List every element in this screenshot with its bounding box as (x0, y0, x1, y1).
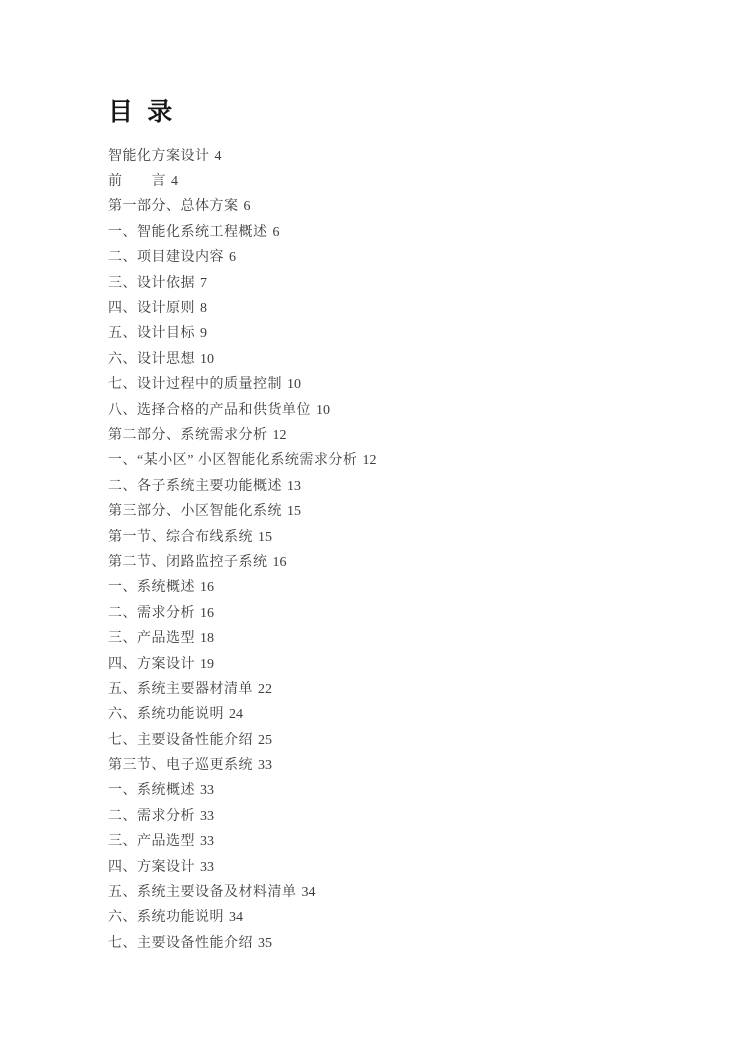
toc-entry-label: 四、方案设计 (108, 656, 195, 672)
toc-entry[interactable] (108, 347, 688, 372)
toc-entry-label: 四、方案设计 (108, 859, 195, 875)
toc-entry-page: 34 (301, 885, 316, 901)
toc-entry[interactable] (108, 703, 688, 728)
toc-entry[interactable] (108, 880, 688, 905)
toc-entry-page: 12 (362, 453, 377, 469)
toc-entry[interactable] (108, 525, 688, 550)
toc-entry[interactable] (108, 271, 688, 296)
toc-entry-page: 25 (258, 732, 272, 748)
toc-entry-page: 33 (200, 808, 214, 824)
toc-entry-label: 六、设计思想 (108, 351, 195, 367)
toc-entry[interactable] (108, 550, 688, 575)
toc-entry-page: 16 (200, 605, 214, 621)
toc-entry-page: 24 (229, 707, 243, 723)
toc-entry-label: 一、“某小区” 小区智能化系统需求分析 (108, 453, 358, 469)
toc-entry-label: 七、主要设备性能介绍 (108, 935, 253, 951)
toc-entry-label: 前 言 (108, 174, 166, 190)
toc-entry-page: 33 (200, 783, 214, 799)
toc-entry[interactable] (108, 322, 688, 347)
toc-entry-label: 二、项目建设内容 (108, 250, 224, 266)
toc-entry-label: 七、设计过程中的质量控制 (108, 377, 282, 393)
toc-entry[interactable] (108, 626, 688, 651)
toc-entry[interactable] (108, 728, 688, 753)
toc-entry[interactable] (108, 576, 688, 601)
toc-entry-page: 9 (200, 326, 207, 342)
toc-entry-label: 第三部分、小区智能化系统 (108, 504, 282, 520)
toc-entry-page: 12 (272, 427, 287, 443)
toc-entry-page: 19 (200, 656, 214, 672)
toc-entry-label: 一、智能化系统工程概述 (108, 224, 268, 240)
toc-entry-page: 8 (200, 301, 207, 317)
toc-entry-page: 6 (229, 250, 236, 266)
toc-entry-label: 三、产品选型 (108, 631, 195, 647)
toc-entry-page: 22 (258, 681, 272, 697)
toc-entry-page: 18 (200, 631, 214, 647)
toc-entry[interactable] (108, 804, 688, 829)
toc-entry-label: 五、系统主要器材清单 (108, 681, 253, 697)
toc-entry[interactable] (108, 423, 688, 448)
toc-entry-page: 33 (200, 834, 214, 850)
toc-entry-label: 五、设计目标 (108, 326, 195, 342)
toc-entry-page: 6 (243, 199, 251, 215)
toc-entry-page: 15 (258, 529, 272, 545)
toc-entry-page: 13 (287, 478, 301, 494)
toc-entry-page: 16 (200, 580, 214, 596)
toc-entry[interactable] (108, 246, 688, 271)
toc-entry[interactable] (108, 296, 688, 321)
toc-entry[interactable] (108, 652, 688, 677)
toc-entry-page: 35 (258, 935, 272, 951)
toc-entry-label: 三、设计依据 (108, 275, 195, 291)
toc-entry-page: 10 (316, 402, 330, 418)
toc-entry-page: 34 (229, 910, 243, 926)
toc-entry-page: 33 (258, 758, 272, 774)
toc-entry-label: 智能化方案设计 (108, 148, 210, 164)
toc-entry-label: 第一部分、总体方案 (108, 199, 239, 215)
toc-entry-label: 五、系统主要设备及材料清单 (108, 885, 297, 901)
toc-entry-label: 一、系统概述 (108, 783, 195, 799)
toc-entry-label: 二、各子系统主要功能概述 (108, 478, 282, 494)
toc-entry[interactable] (108, 906, 688, 931)
toc-entry-page: 6 (272, 224, 280, 240)
toc-entry-label: 六、系统功能说明 (108, 910, 224, 926)
toc-entry-label: 八、选择合格的产品和供货单位 (108, 402, 311, 418)
toc-entry[interactable] (108, 601, 688, 626)
toc-entry[interactable] (108, 677, 688, 702)
toc-entry[interactable] (108, 779, 688, 804)
toc-entry-page: 4 (214, 148, 222, 164)
toc-entry[interactable] (108, 373, 688, 398)
toc-entry-page: 16 (272, 554, 287, 570)
toc-entry[interactable] (108, 398, 688, 423)
toc-entry-label: 第二节、闭路监控子系统 (108, 554, 268, 570)
toc-entry-label: 第二部分、系统需求分析 (108, 427, 268, 443)
toc-entry[interactable] (108, 220, 688, 245)
toc-entry[interactable] (108, 855, 688, 880)
toc-entry[interactable] (108, 169, 688, 194)
toc-entry-label: 一、系统概述 (108, 580, 195, 596)
toc-entry[interactable] (108, 830, 688, 855)
toc-entry-label: 第一节、综合布线系统 (108, 529, 253, 545)
toc-entry[interactable] (108, 144, 688, 169)
toc-entry-label: 七、主要设备性能介绍 (108, 732, 253, 748)
toc-list (108, 144, 688, 957)
toc-entry-label: 三、产品选型 (108, 834, 195, 850)
toc-entry-label: 二、需求分析 (108, 808, 195, 824)
toc-entry-label: 第三节、电子巡更系统 (108, 758, 253, 774)
toc-entry-page: 7 (200, 275, 207, 291)
toc-entry[interactable] (108, 195, 688, 220)
toc-entry-page: 4 (171, 174, 178, 190)
toc-entry-page: 10 (200, 351, 214, 367)
toc-entry-page: 15 (287, 504, 301, 520)
toc-entry[interactable] (108, 753, 688, 778)
toc-entry[interactable] (108, 499, 688, 524)
toc-entry-label: 六、系统功能说明 (108, 707, 224, 723)
toc-entry-label: 二、需求分析 (108, 605, 195, 621)
toc-entry[interactable] (108, 474, 688, 499)
toc-entry[interactable] (108, 449, 688, 474)
toc-entry-page: 33 (200, 859, 214, 875)
toc-entry-label: 四、设计原则 (108, 301, 195, 317)
toc-entry-page: 10 (287, 377, 301, 393)
page-title: 目 录 (108, 99, 174, 126)
toc-entry[interactable] (108, 931, 688, 956)
